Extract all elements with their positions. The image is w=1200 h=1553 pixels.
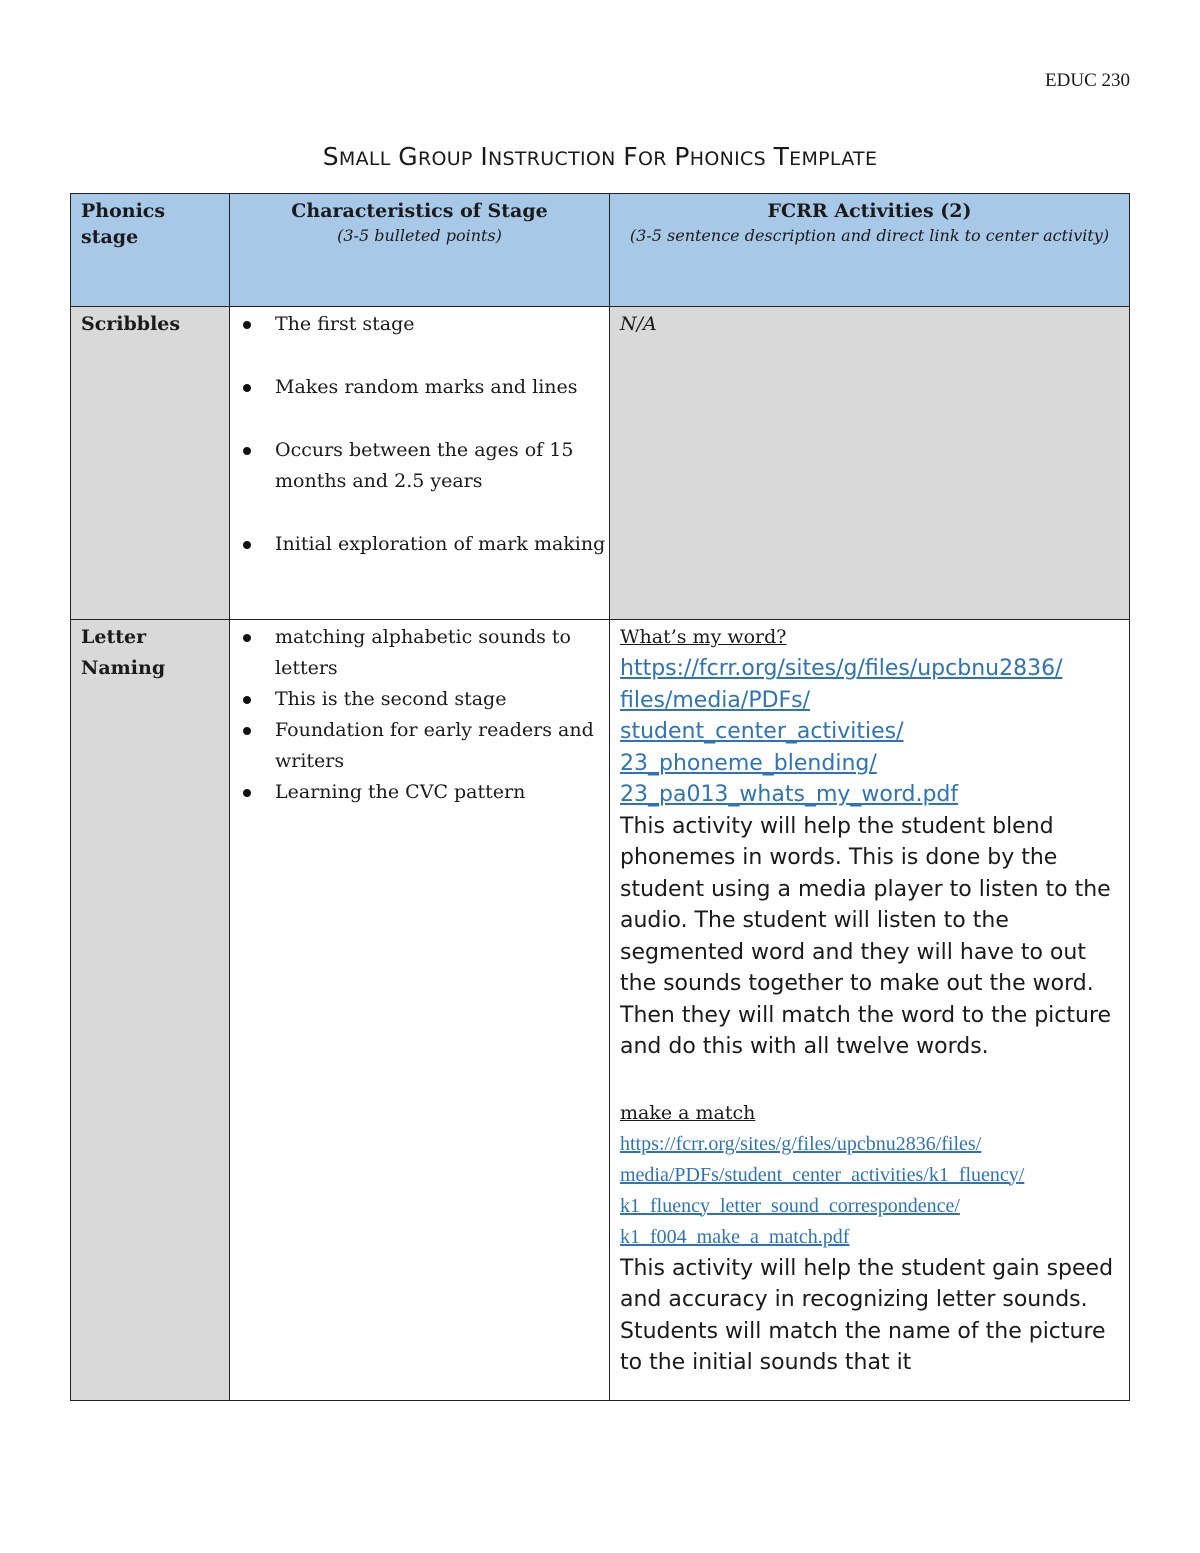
activity-description: This activity will help the student blend phonemes in words. This is done by the student using a media player to listen to the audio. The student will listen to the segmented word and they will have to out the sounds together to make out the word. Then they will match the word to the picture and do this with all twelve words. <box>620 813 1112 1059</box>
list-item: Foundation for early readers and writers <box>275 715 609 777</box>
activity-link[interactable]: media/PDFs/student_center_activities/k1_fluency/ <box>620 1163 1025 1186</box>
phonics-template-table <box>70 193 1130 1401</box>
activity-make-a-match <box>610 1096 1129 1381</box>
list-item: Occurs between the ages of 15 months and 2.5 years <box>275 435 609 497</box>
stage-cell <box>71 307 230 620</box>
header-cell-characteristics <box>230 194 610 307</box>
activity-name: What’s my word? <box>620 626 787 648</box>
activity-link[interactable]: k1_fluency_letter_sound_correspondence/ <box>620 1194 960 1217</box>
activity-link[interactable]: https://fcrr.org/sites/g/files/upcbnu2836/files/ <box>620 1132 982 1155</box>
header-characteristics-label: Characteristics of Stage <box>291 200 548 222</box>
activity-link[interactable]: https://fcrr.org/sites/g/files/upcbnu2836/ <box>620 656 1063 681</box>
header-stage-label: Phonics stage <box>81 200 166 248</box>
header-characteristics-note: (3-5 bulleted points) <box>337 226 502 245</box>
table-row <box>71 620 1130 1401</box>
list-item: Initial exploration of mark making <box>275 529 609 560</box>
list-item: Learning the CVC pattern <box>275 777 609 808</box>
stage-name: Scribbles <box>81 313 181 335</box>
header-cell-stage <box>71 194 230 307</box>
list-item: matching alphabetic sounds to letters <box>275 622 609 684</box>
activity-link[interactable]: 23_phoneme_blending/ <box>620 750 877 776</box>
activity-link[interactable]: files/media/PDFs/ <box>620 687 811 713</box>
header-activities-label: FCRR Activities (2) <box>767 200 972 222</box>
page-title: SMALL GROUP INSTRUCTION FOR PHONICS TEMPLATE <box>322 142 878 171</box>
characteristics-list <box>230 307 609 560</box>
characteristics-cell <box>230 620 610 1401</box>
list-item: This is the second stage <box>275 684 609 715</box>
stage-name: Letter Naming <box>81 626 166 679</box>
characteristics-cell <box>230 307 610 620</box>
header-cell-activities <box>610 194 1130 307</box>
activities-cell <box>610 620 1130 1401</box>
list-item: Makes random marks and lines <box>275 372 609 403</box>
activity-whats-my-word <box>610 620 1129 1096</box>
table-row <box>71 307 1130 620</box>
characteristics-list <box>230 620 609 808</box>
activity-link[interactable]: 23_pa013_whats_my_word.pdf <box>620 782 959 807</box>
list-item: The first stage <box>275 309 609 340</box>
activity-link[interactable]: student_center_activities/ <box>620 719 904 744</box>
activity-name: make a match <box>620 1101 756 1124</box>
activity-description: This activity will help the student gain speed and accuracy in recognizing letter sounds. Students will match the name of the picture to the initial sounds that it <box>620 1255 1114 1375</box>
stage-cell <box>71 620 230 1401</box>
activities-na: N/A <box>620 313 657 335</box>
header-activities-note: (3-5 sentence description and direct link to center activity) <box>629 226 1110 245</box>
activity-link[interactable]: k1_f004_make_a_match.pdf <box>620 1225 850 1248</box>
table-header-row <box>71 194 1130 307</box>
activities-cell <box>610 307 1130 620</box>
course-code: EDUC 230 <box>1045 70 1130 91</box>
